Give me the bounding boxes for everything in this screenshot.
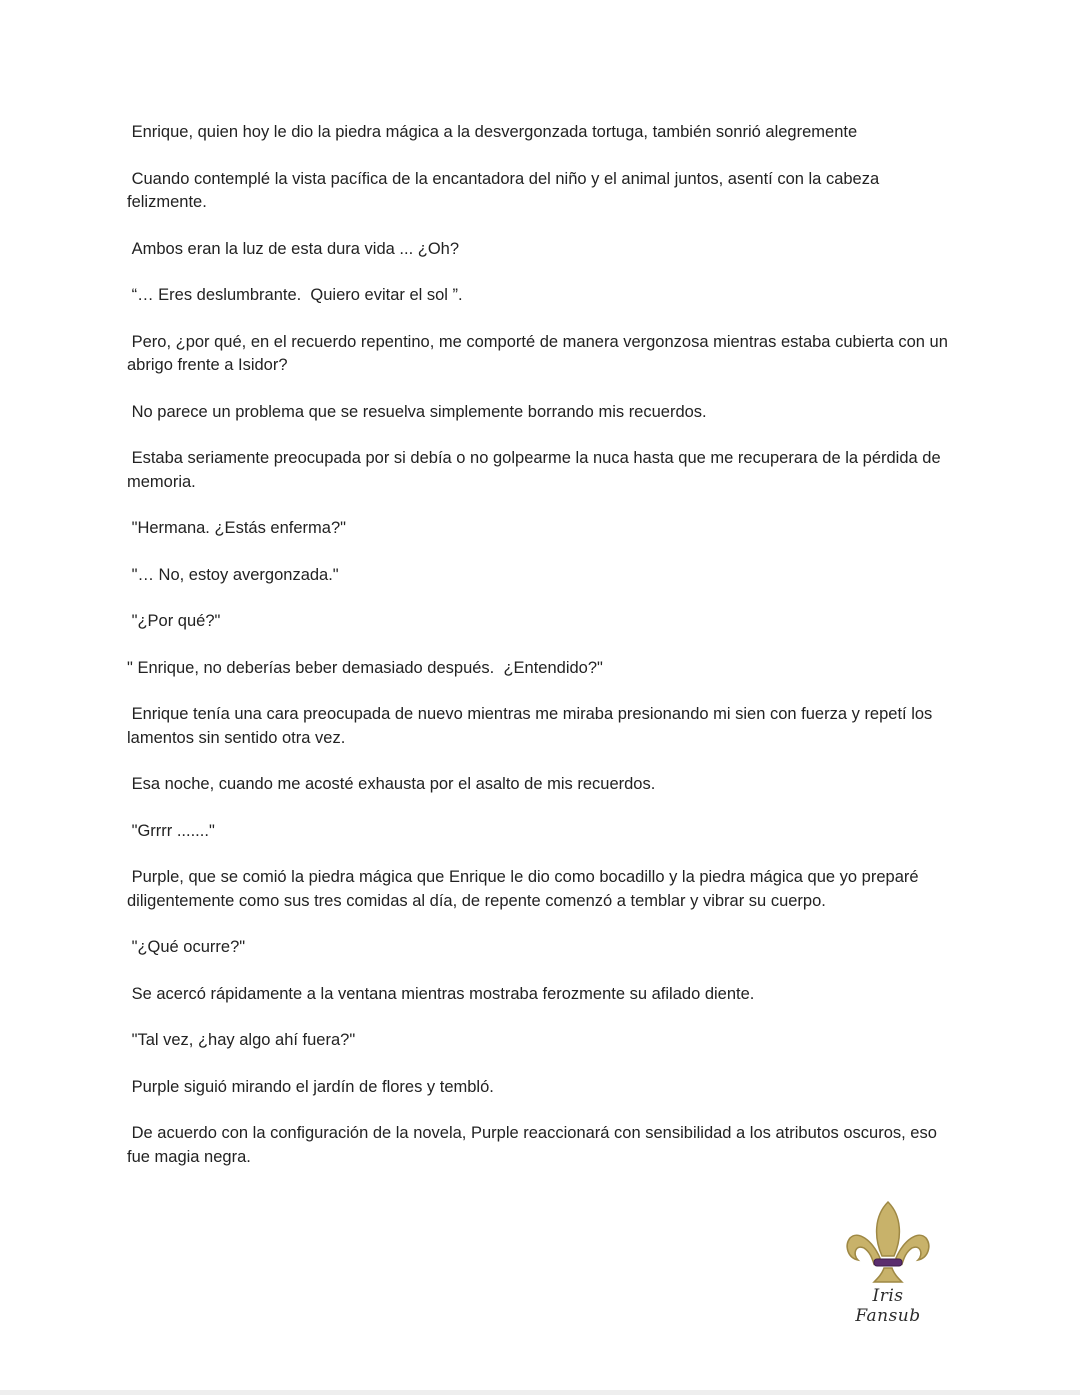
- paragraph: De acuerdo con la configuración de la novela, Purple reaccionará con sensibilidad a los atributos oscuros, eso fue magia negra.: [127, 1124, 942, 1166]
- paragraph: Esa noche, cuando me acosté exhausta por el asalto de mis recuerdos.: [127, 775, 656, 793]
- paragraph: Se acercó rápidamente a la ventana mientras mostraba ferozmente su afilado diente.: [127, 984, 755, 1003]
- paragraph: Estaba seriamente preocupada por si debía o no golpearme la nuca hasta que me recuperara de la pérdida de memoria.: [127, 449, 946, 491]
- paragraph: "… No, estoy avergonzada.": [127, 565, 339, 584]
- paragraph: Cuando contemplé la vista pacífica de la encantadora del niño y el animal juntos, asentí con la cabeza felizmente.: [127, 169, 884, 211]
- document-body: [127, 121, 957, 1192]
- paragraph: “… Eres deslumbrante. Quiero evitar el sol ”.: [127, 286, 463, 304]
- paragraph: Enrique, quien hoy le dio la piedra mágica a la desvergonzada tortuga, también sonrió alegremente: [127, 123, 858, 141]
- paragraph: Purple, que se comió la piedra mágica que Enrique le dio como bocadillo y la piedra mágica que yo preparé diligentemente como sus tres comidas al día, de repente comenzó a temblar y vibrar su cuerpo.: [127, 868, 924, 910]
- iris-fansub-logo: [838, 1200, 938, 1326]
- page-bottom-edge: [0, 1390, 1080, 1395]
- logo-text: Iris Fansub: [855, 1286, 921, 1326]
- paragraph: "Hermana. ¿Estás enferma?": [127, 519, 346, 537]
- paragraph: "Tal vez, ¿hay algo ahí fuera?": [127, 1031, 356, 1049]
- paragraph: Enrique tenía una cara preocupada de nuevo mientras me miraba presionando mi sien con fuerza y repetí los lamentos sin sentido otra vez.: [127, 705, 937, 747]
- paragraph: Ambos eran la luz de esta dura vida ... ¿Oh?: [127, 239, 460, 258]
- paragraph: Purple siguió mirando el jardín de flores y tembló.: [127, 1077, 494, 1096]
- paragraph: "¿Por qué?": [127, 612, 221, 630]
- fleur-de-lis-icon: [844, 1200, 932, 1284]
- paragraph: "¿Qué ocurre?": [127, 938, 246, 956]
- paragraph: No parece un problema que se resuelva simplemente borrando mis recuerdos.: [127, 402, 707, 421]
- paragraph: "Grrrr .......": [127, 821, 215, 840]
- paragraph: " Enrique, no deberías beber demasiado después. ¿Entendido?": [127, 658, 603, 677]
- paragraph: Pero, ¿por qué, en el recuerdo repentino, me comporté de manera vergonzosa mientras estaba cubierta con un abrigo frente a Isidor?: [127, 332, 953, 374]
